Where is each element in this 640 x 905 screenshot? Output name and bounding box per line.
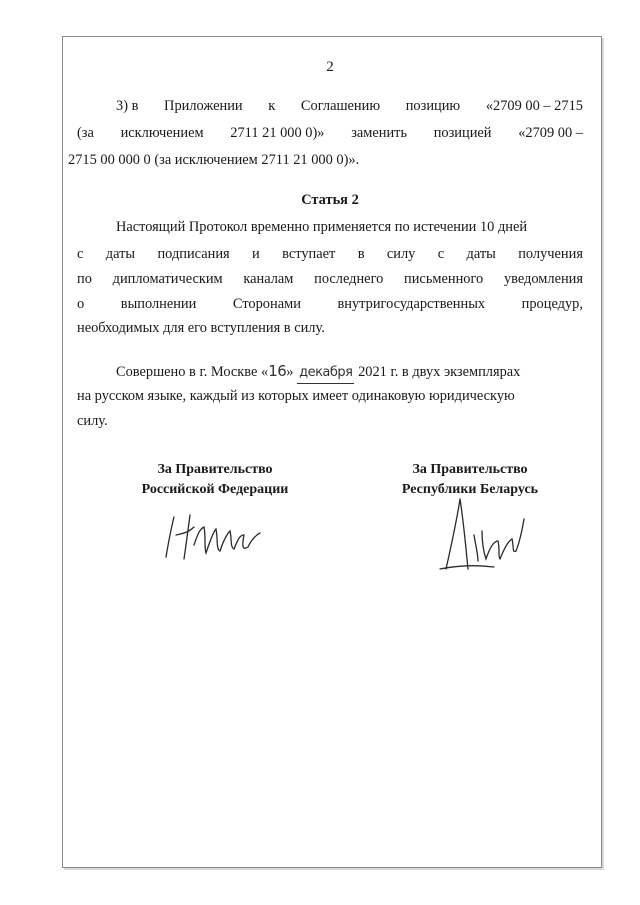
article2-line4: о выполнении Сторонами внутригосударственных процедур,	[77, 296, 583, 312]
signature-block-belarus	[365, 460, 575, 500]
sig-right-line1: За Правительство	[412, 462, 528, 477]
article2-line5: необходимых для его вступления в силу.	[77, 320, 325, 336]
done-line3: силу.	[77, 413, 108, 429]
article2-line3: по дипломатическим каналам последнего письменного уведомления	[77, 271, 583, 287]
signature-belarus	[420, 495, 530, 575]
handwritten-month: декабря	[297, 363, 354, 384]
article2-line1: Настоящий Протокол временно применяется по истечении 10 дней	[116, 219, 528, 235]
signature-block-russia	[110, 460, 320, 500]
article2-title: Статья 2	[301, 192, 359, 208]
handwritten-day: 16	[268, 362, 287, 380]
item3-line2: (за исключением 2711 21 000 0)» заменить позицией «2709 00 –	[77, 125, 583, 141]
signature-russia	[160, 505, 270, 565]
sig-right-line2: Республики Беларусь	[401, 482, 539, 497]
done-line1: Совершено в г. Москве «16» декабря 2021 г. в двух экземплярах	[116, 361, 583, 384]
done-line2: на русском языке, каждый из которых имеет одинаковую юридическую	[77, 388, 515, 404]
article2-line2: с даты подписания и вступает в силу с даты получения	[77, 246, 583, 262]
item3-line3: 2715 00 000 0 (за исключением 2711 21 000 0)».	[68, 152, 360, 168]
item3-line1: 3) в Приложении к Соглашению позицию «2709 00 – 2715	[116, 98, 583, 114]
sig-left-line1: За Правительство	[157, 462, 273, 477]
sig-left-line2: Российской Федерации	[141, 482, 289, 497]
page-number: 2	[326, 59, 334, 75]
